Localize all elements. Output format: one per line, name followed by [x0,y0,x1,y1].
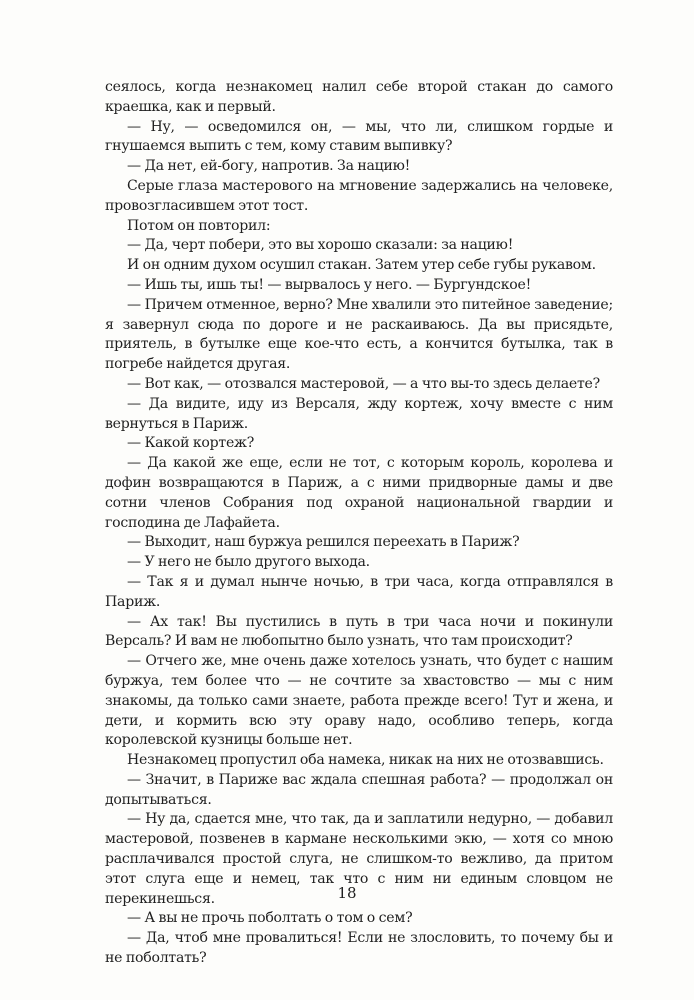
paragraph: — Отчего же, мне очень даже хотелось узнать, что будет с нашим буржуа, тем более что — не сочтите за хвастовство — мы с ним знакомы, да только сами знаете, работа прежде всего! Тут и жена, и дети, и кормить всю эту ораву надо, особливо теперь, когда королевской кузницы больше нет. [105,653,613,749]
paragraph: — Вот как, — отозвался мастеровой, — а что вы-то здесь делаете? [127,375,600,392]
paragraph: Незнакомец пропустил оба намека, никак на них не отозвавшись. [127,752,604,769]
paragraph: Серые глаза мастерового на мгновение задержались на человеке, провозгласившем этот тост. [105,177,613,214]
paragraph: — Ну да, сдается мне, что так, да и заплатили недурно, — добавил мастеровой, позвенев в кармане несколькими экю, — хотя со мною расплачивался простой слуга, не слишком-то вежливо, да притом этот слуга еще и немец, так что с ним ни единым словцом не перекинешься. [105,811,613,907]
paragraph: — Ишь ты, ишь ты! — вырвалось у него. — Бургундское! [127,276,531,293]
body-text [105,78,613,969]
paragraph: — Ах так! Вы пустились в путь в три часа ночи и покинули Версаль? И вам не любопытно было узнать, что там происходит? [105,613,613,650]
paragraph: — Да какой же еще, если не тот, с которым король, королева и дофин возвращаются в Париж, а с ними придворные дамы и две сотни членов Собрания под охраной национальной гвардии и господина де Лафайета. [105,455,613,531]
paragraph: — А вы не прочь поболтать о том о сем? [127,910,413,927]
paragraph: — Да нет, ей-богу, напротив. За нацию! [127,158,411,175]
paragraph: сеялось, когда незнакомец налил себе второй стакан до самого краешка, как и первый. [105,79,613,115]
paragraph: — У него не было другого выхода. [127,554,370,571]
paragraph: — Какой кортеж? [127,435,255,452]
paragraph: — Ну, — осведомился он, — мы, что ли, слишком гордые и гнушаемся выпить с тем, кому ставим выпивку? [105,118,613,155]
paragraph: — Выходит, наш буржуа решился переехать в Париж? [127,534,520,551]
paragraph: — Да, чтоб мне провалиться! Если не злословить, то почему бы и не поболтать? [105,930,613,967]
paragraph: — Значит, в Париже вас ждала спешная работа? — продолжал он допытываться. [105,771,613,808]
paragraph: — Да видите, иду из Версаля, жду кортеж, хочу вместе с ним вернуться в Париж. [105,395,613,432]
page-number: 18 [337,884,357,902]
paragraph: — Так я и думал нынче ночью, в три часа, когда отправлялся в Париж. [105,573,613,610]
paragraph: И он одним духом осушил стакан. Затем утер себе губы рукавом. [127,257,596,274]
paragraph: — Да, черт побери, это вы хорошо сказали: за нацию! [127,237,514,254]
paragraph: Потом он повторил: [127,217,271,234]
paragraph: — Причем отменное, верно? Мне хвалили это питейное заведение; я завернул сюда по дороге и не раскаиваюсь. Да вы присядьте, приятель, в бутылке еще кое-что есть, а кончится бутылка, так в погребе найдется другая. [105,296,613,373]
